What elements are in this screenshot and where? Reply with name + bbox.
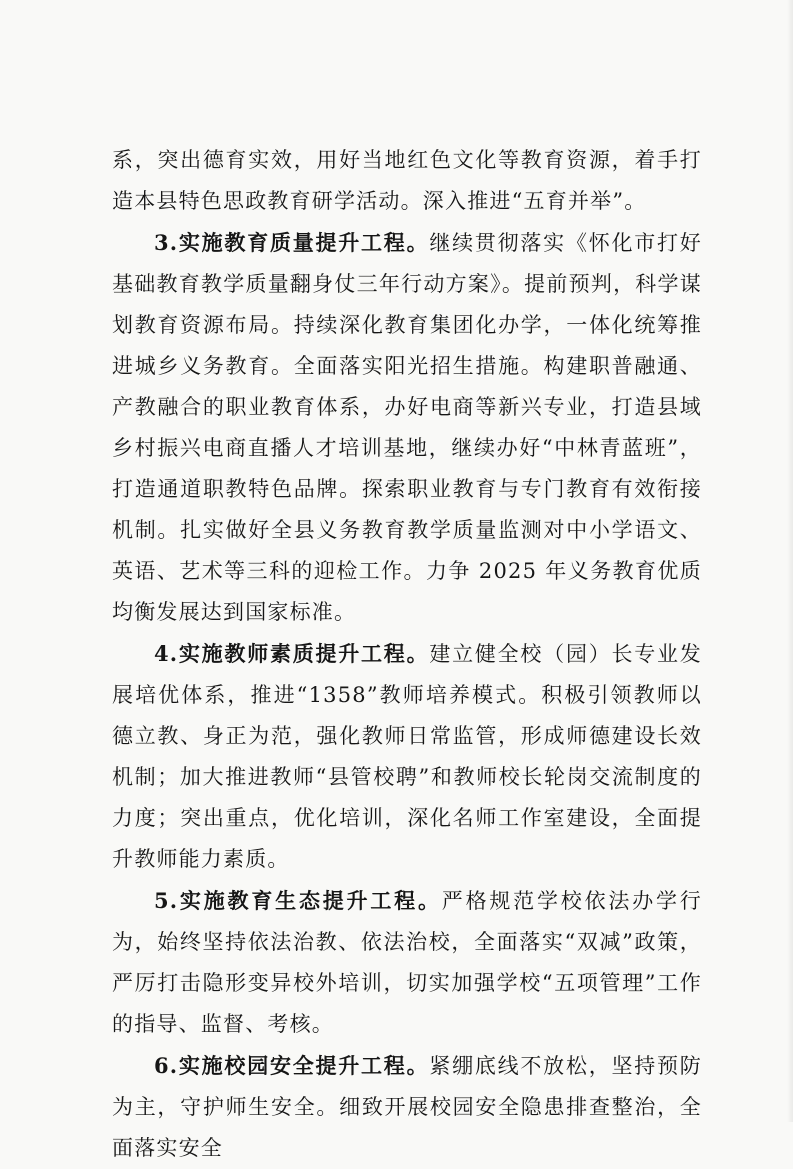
- paragraph-teacher-quality: [112, 633, 702, 880]
- paragraph-heading: 4.实施教师素质提升工程。: [154, 641, 430, 666]
- paragraph-education-ecology: [112, 880, 702, 1045]
- paragraph-heading: 3.实施教育质量提升工程。: [154, 230, 430, 255]
- paragraph-campus-safety: [112, 1045, 702, 1169]
- paragraph-education-quality: [112, 222, 702, 633]
- scan-edge-shadow: [787, 0, 793, 1122]
- paragraph-text: 系，突出德育实效，用好当地红色文化等教育资源，着手打造本县特色思政教育研学活动。深入推进“五育并举”。: [112, 148, 702, 213]
- paragraph-heading: 6.实施校园安全提升工程。: [154, 1053, 430, 1078]
- paragraph-text: 继续贯彻落实《怀化市打好基础教育教学质量翻身仗三年行动方案》。提前预判，科学谋划教育资源布局。持续深化教育集团化办学，一体化统筹推进城乡义务教育。全面落实阳光招生措施。构建职普融通、产教融合的职业教育体系，办好电商等新兴专业，打造县域乡村振兴电商直播人才培训基地，继续办好“中林青蓝班”，打造通道职教特色品牌。探索职业教育与专门教育有效衔接机制。扎实做好全县义务教育教学质量监测对中小学语文、英语、艺术等三科的迎检工作。力争 2025 年义务教育优质均衡发展达到国家标准。: [112, 231, 702, 624]
- paragraph-text: 严格规范学校依法办学行为，始终坚持依法治教、依法治校，全面落实“双减”政策，严厉打击隐形变异校外培训，切实加强学校“五项管理”工作的指导、监督、考核。: [112, 889, 702, 1036]
- paragraph-text: 建立健全校（园）长专业发展培优体系，推进“1358”教师培养模式。积极引领教师以德立教、身正为范，强化教师日常监管，形成师德建设长效机制；加大推进教师“县管校聘”和教师校长轮岗交流制度的力度；突出重点，优化培训，深化名师工作室建设，全面提升教师能力素质。: [112, 642, 702, 871]
- paragraph-continuation: [112, 140, 702, 222]
- document-body: [112, 140, 702, 1169]
- paragraph-heading: 5.实施教育生态提升工程。: [154, 888, 442, 913]
- paragraph-text: 紧绷底线不放松，坚持预防为主，守护师生安全。细致开展校园安全隐患排查整治，全面落实安全: [112, 1054, 702, 1160]
